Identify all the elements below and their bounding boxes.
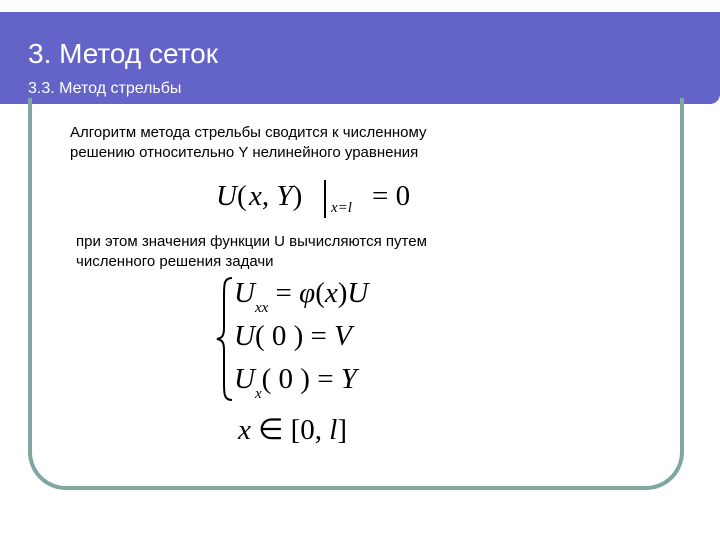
slide-title: 3. Метод сеток bbox=[28, 38, 218, 69]
left-brace-icon bbox=[216, 276, 234, 402]
paragraph-1-line-1: Алгоритм метода стрельбы сводится к численному bbox=[70, 124, 427, 141]
evaluation-bar bbox=[324, 180, 326, 218]
equation-lhs: U( x, Y) bbox=[216, 180, 303, 212]
equation-subscript: x=l bbox=[331, 200, 352, 216]
system-line-3: $U_x$( 0 ) = Y bbox=[234, 363, 357, 402]
paragraph-2-line-2: численного решения задачи bbox=[76, 253, 274, 270]
equation-rhs: = 0 bbox=[372, 180, 411, 212]
slide-subtitle: 3.3. Метод стрельбы bbox=[28, 80, 182, 97]
paragraph-1-line-2: решению относительно Y нелинейного уравнения bbox=[70, 144, 419, 161]
paragraph-2-line-1: при этом значения функции U вычисляются путем bbox=[76, 233, 427, 250]
slide-header bbox=[0, 12, 720, 104]
system-line-2: U( 0 ) = V bbox=[234, 320, 352, 352]
domain-formula: x ∈ [0, l] bbox=[238, 414, 348, 446]
system-line-1: $U_{xx} = \varphi(x)U$ bbox=[234, 277, 369, 316]
